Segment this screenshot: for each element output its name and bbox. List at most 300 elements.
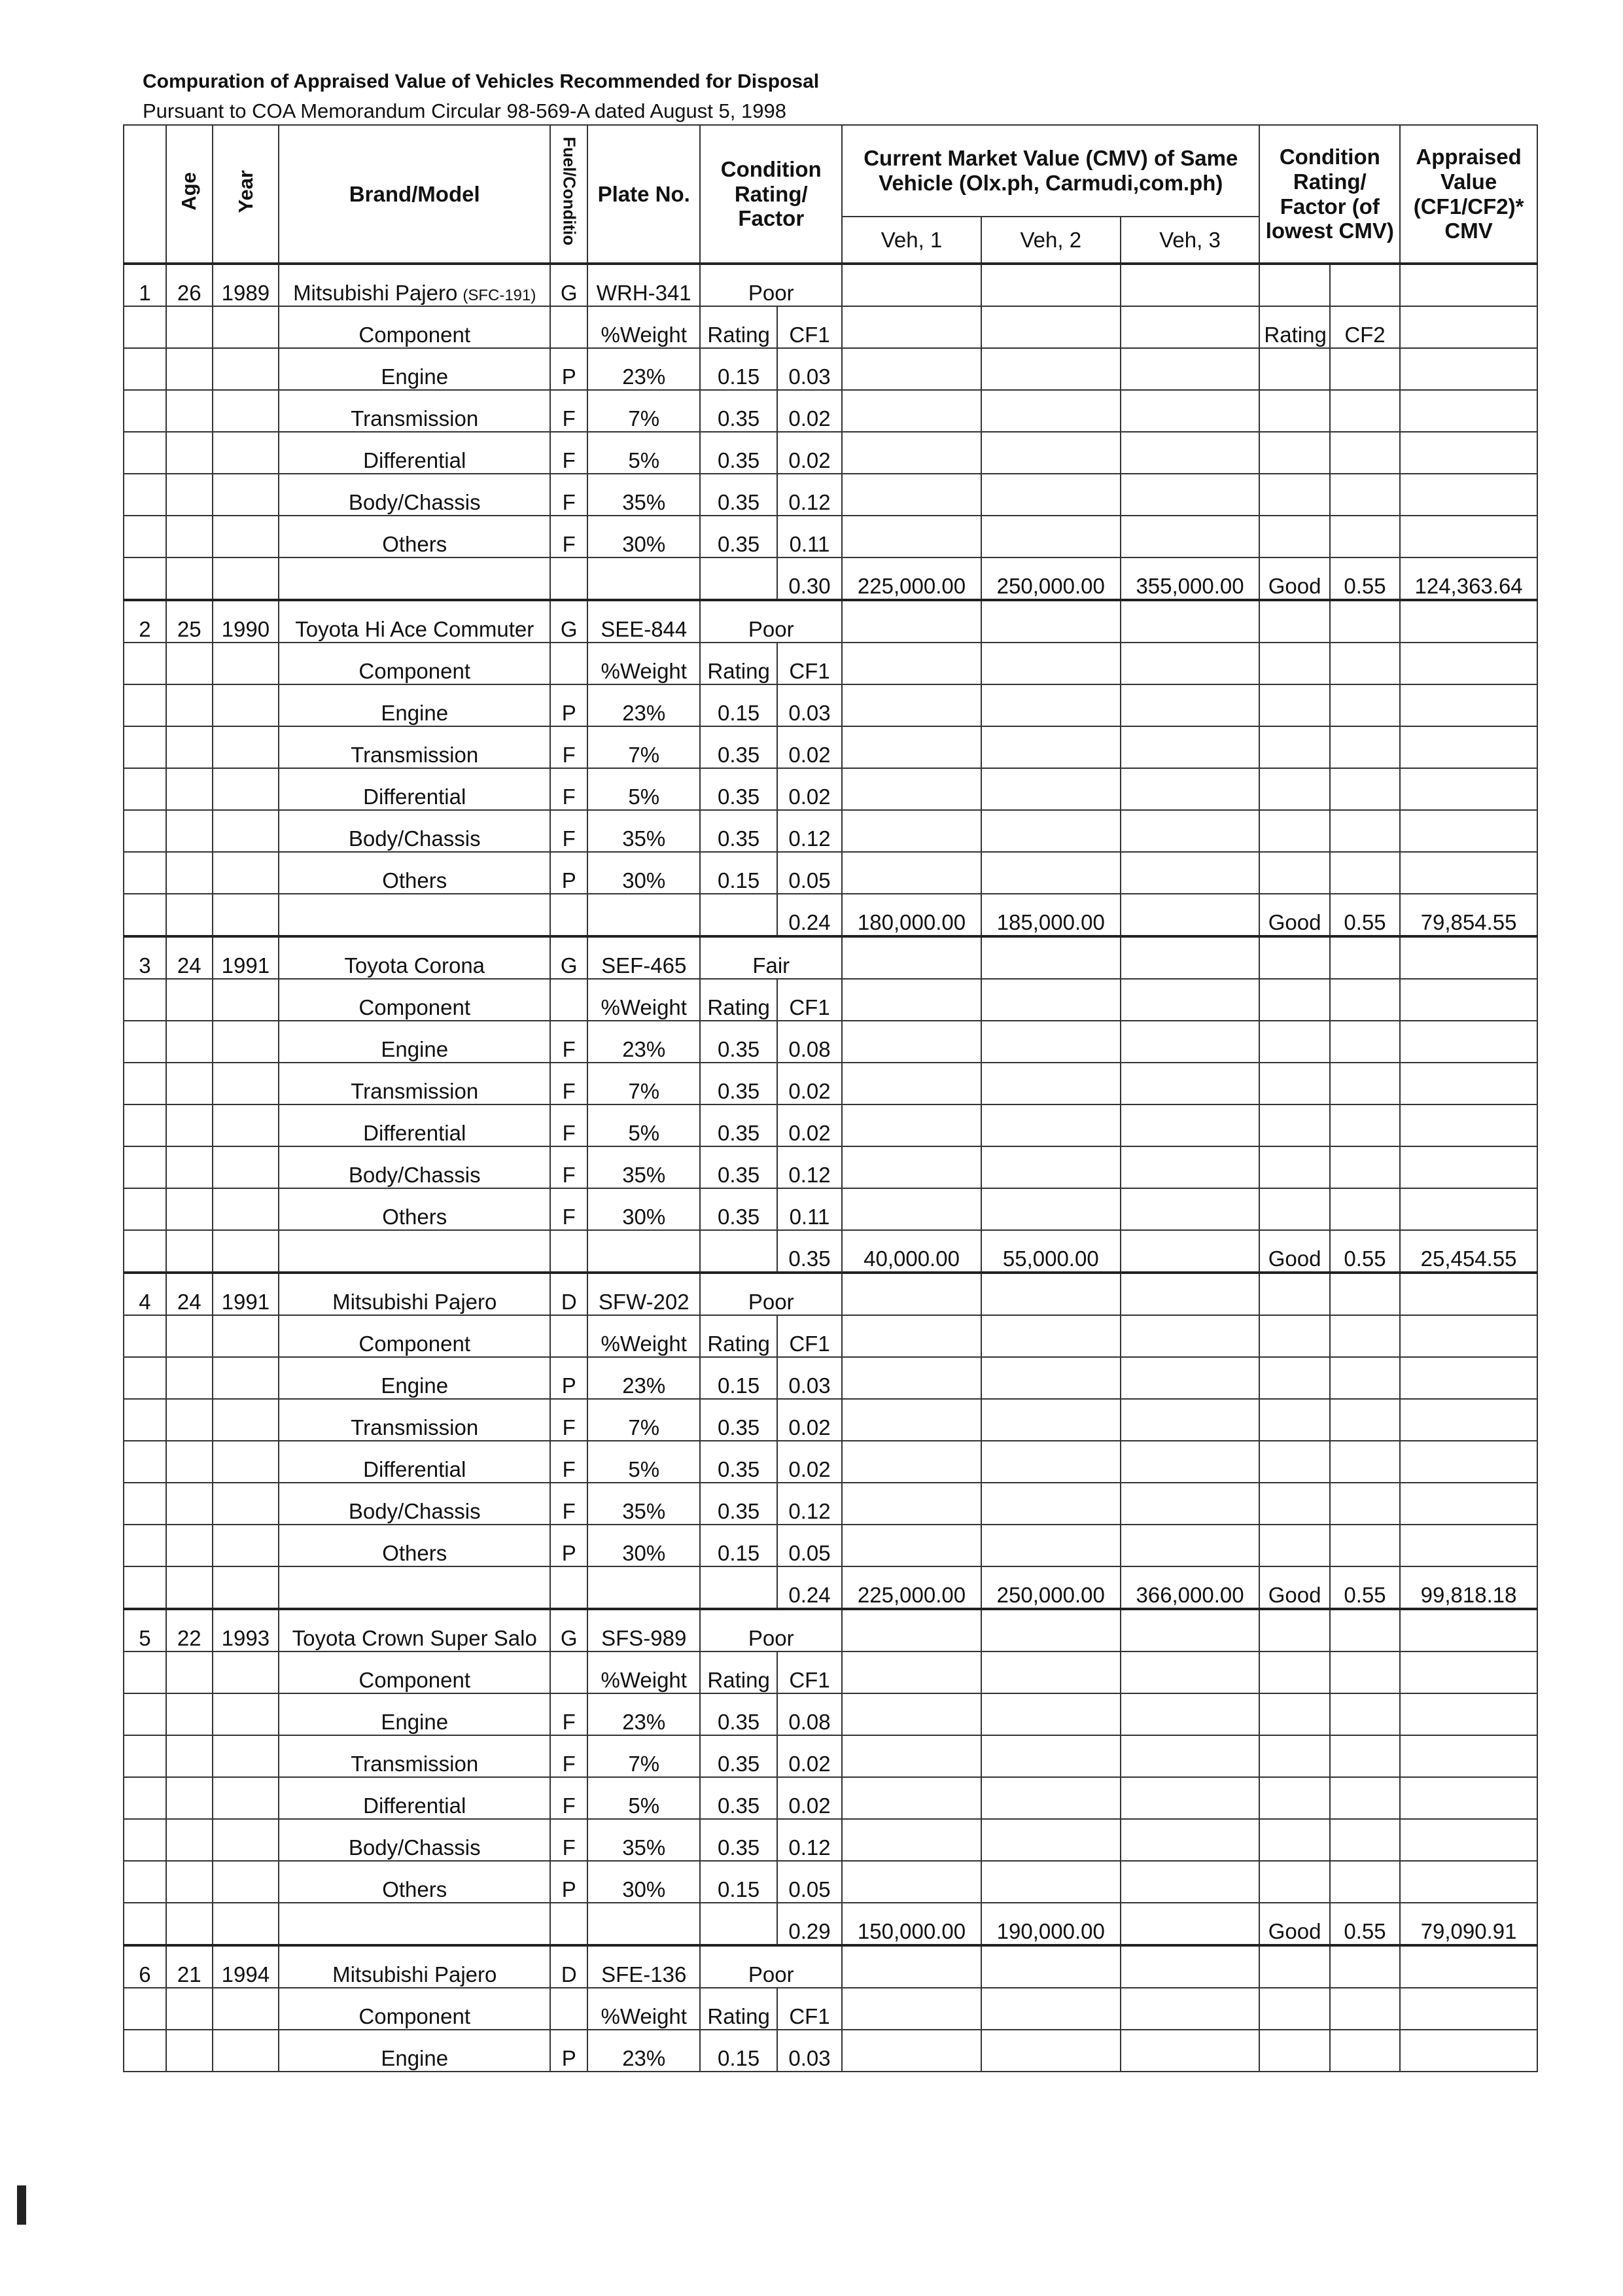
vehicle-year: 1989 bbox=[213, 264, 279, 306]
component-cf1: 0.02 bbox=[777, 726, 842, 768]
vehicle-model bbox=[279, 264, 550, 306]
component-condition: P bbox=[550, 1525, 587, 1566]
empty-cell bbox=[842, 2030, 981, 2072]
empty-cell bbox=[124, 1819, 166, 1861]
empty-cell bbox=[124, 2030, 166, 2072]
cf1-label: CF1 bbox=[777, 1315, 842, 1357]
empty-cell bbox=[124, 1021, 166, 1063]
empty-cell bbox=[213, 1777, 279, 1819]
rating-label: Rating bbox=[700, 1651, 777, 1693]
empty-cell bbox=[166, 1819, 213, 1861]
component-condition: F bbox=[550, 474, 587, 516]
empty-cell bbox=[1400, 726, 1537, 768]
table-row bbox=[124, 1357, 1537, 1399]
scan-margin-mark bbox=[17, 2185, 26, 2225]
component-cf1: 0.02 bbox=[777, 768, 842, 810]
empty-cell bbox=[1330, 936, 1400, 979]
empty-cell bbox=[124, 768, 166, 810]
empty-cell bbox=[1330, 516, 1400, 557]
table-row bbox=[124, 852, 1537, 894]
cf2-rating: Good bbox=[1259, 557, 1329, 600]
cf2-value: 0.55 bbox=[1330, 894, 1400, 936]
table-row bbox=[124, 348, 1537, 390]
table-row bbox=[124, 768, 1537, 810]
component-weight: 35% bbox=[587, 474, 700, 516]
component-weight: 35% bbox=[587, 810, 700, 852]
empty-cell bbox=[166, 810, 213, 852]
component-name: Engine bbox=[279, 2030, 550, 2072]
empty-cell bbox=[842, 768, 981, 810]
empty-cell bbox=[1330, 1651, 1400, 1693]
empty-cell bbox=[981, 1021, 1121, 1063]
component-rating: 0.35 bbox=[700, 1063, 777, 1104]
component-name: Others bbox=[279, 1861, 550, 1903]
vehicle-number: 2 bbox=[124, 600, 166, 643]
empty-cell bbox=[166, 1735, 213, 1777]
appraised-value: 79,854.55 bbox=[1400, 894, 1537, 936]
component-rating: 0.35 bbox=[700, 1693, 777, 1735]
component-name: Others bbox=[279, 516, 550, 557]
empty-cell bbox=[166, 726, 213, 768]
empty-cell bbox=[981, 1861, 1121, 1903]
empty-cell bbox=[981, 1063, 1121, 1104]
empty-cell bbox=[1121, 600, 1260, 643]
component-weight: 35% bbox=[587, 1146, 700, 1188]
component-weight: 7% bbox=[587, 1063, 700, 1104]
component-name: Engine bbox=[279, 1357, 550, 1399]
empty-cell bbox=[587, 557, 700, 600]
empty-cell bbox=[1400, 643, 1537, 684]
empty-cell bbox=[1330, 1273, 1400, 1315]
empty-cell bbox=[1400, 936, 1537, 979]
component-name: Transmission bbox=[279, 726, 550, 768]
empty-cell bbox=[1259, 1188, 1329, 1230]
component-weight: 30% bbox=[587, 1861, 700, 1903]
empty-cell bbox=[981, 979, 1121, 1021]
empty-cell bbox=[279, 557, 550, 600]
component-cf1: 0.08 bbox=[777, 1021, 842, 1063]
vehicle-plate: SEF-465 bbox=[587, 936, 700, 979]
empty-cell bbox=[213, 306, 279, 348]
cmv-veh3 bbox=[1121, 1230, 1260, 1273]
empty-cell bbox=[1259, 852, 1329, 894]
empty-cell bbox=[1259, 474, 1329, 516]
empty-cell bbox=[166, 1651, 213, 1693]
empty-cell bbox=[213, 348, 279, 390]
empty-cell bbox=[124, 1861, 166, 1903]
empty-cell bbox=[1121, 936, 1260, 979]
empty-cell bbox=[842, 1357, 981, 1399]
empty-cell bbox=[1330, 600, 1400, 643]
empty-cell bbox=[1330, 1945, 1400, 1988]
component-rating: 0.35 bbox=[700, 1819, 777, 1861]
empty-cell bbox=[550, 1651, 587, 1693]
empty-cell bbox=[1259, 979, 1329, 1021]
component-cf1: 0.02 bbox=[777, 1399, 842, 1441]
empty-cell bbox=[1400, 1273, 1537, 1315]
empty-cell bbox=[124, 1357, 166, 1399]
empty-cell bbox=[166, 306, 213, 348]
empty-cell bbox=[1121, 1441, 1260, 1483]
empty-cell bbox=[1400, 1651, 1537, 1693]
empty-cell bbox=[1330, 1861, 1400, 1903]
table-row bbox=[124, 1735, 1537, 1777]
cmv-veh3 bbox=[1121, 1903, 1260, 1945]
cf2-rating: Good bbox=[1259, 1566, 1329, 1609]
table-row bbox=[124, 432, 1537, 474]
component-rating: 0.35 bbox=[700, 1777, 777, 1819]
component-cf1: 0.12 bbox=[777, 1483, 842, 1525]
empty-cell bbox=[1121, 348, 1260, 390]
table-row bbox=[124, 1819, 1537, 1861]
empty-cell bbox=[166, 979, 213, 1021]
empty-cell bbox=[1259, 264, 1329, 306]
cf2-label: CF2 bbox=[1330, 306, 1400, 348]
vehicle-number: 1 bbox=[124, 264, 166, 306]
table-row bbox=[124, 1273, 1537, 1315]
empty-cell bbox=[1121, 1483, 1260, 1525]
empty-cell bbox=[166, 432, 213, 474]
vehicle-model bbox=[279, 1945, 550, 1988]
component-rating: 0.35 bbox=[700, 474, 777, 516]
empty-cell bbox=[1259, 936, 1329, 979]
weight-label: %Weight bbox=[587, 1988, 700, 2030]
table-row bbox=[124, 600, 1537, 643]
empty-cell bbox=[213, 852, 279, 894]
empty-cell bbox=[842, 516, 981, 557]
empty-cell bbox=[124, 1483, 166, 1525]
component-name: Engine bbox=[279, 1021, 550, 1063]
empty-cell bbox=[842, 684, 981, 726]
component-name: Engine bbox=[279, 348, 550, 390]
empty-cell bbox=[1259, 1777, 1329, 1819]
empty-cell bbox=[1400, 2030, 1537, 2072]
empty-cell bbox=[842, 1988, 981, 2030]
empty-cell bbox=[981, 852, 1121, 894]
cf1-label: CF1 bbox=[777, 306, 842, 348]
table-row bbox=[124, 1063, 1537, 1104]
component-cf1: 0.05 bbox=[777, 1525, 842, 1566]
empty-cell bbox=[1121, 1357, 1260, 1399]
cf2-value: 0.55 bbox=[1330, 557, 1400, 600]
total-cf1: 0.24 bbox=[777, 1566, 842, 1609]
empty-cell bbox=[166, 1861, 213, 1903]
empty-cell bbox=[842, 1609, 981, 1651]
empty-cell bbox=[213, 1230, 279, 1273]
empty-cell bbox=[842, 1273, 981, 1315]
table-row bbox=[124, 264, 1537, 306]
table-row bbox=[124, 1104, 1537, 1146]
cf2-value: 0.55 bbox=[1330, 1903, 1400, 1945]
component-name: Body/Chassis bbox=[279, 1819, 550, 1861]
empty-cell bbox=[213, 432, 279, 474]
vehicle-condition: Poor bbox=[700, 1273, 842, 1315]
component-name: Body/Chassis bbox=[279, 810, 550, 852]
empty-cell bbox=[550, 1566, 587, 1609]
empty-cell bbox=[1330, 1146, 1400, 1188]
empty-cell bbox=[1121, 1988, 1260, 2030]
empty-cell bbox=[1121, 2030, 1260, 2072]
component-weight: 5% bbox=[587, 1441, 700, 1483]
empty-cell bbox=[1400, 1819, 1537, 1861]
table-row bbox=[124, 1903, 1537, 1945]
empty-cell bbox=[1259, 1441, 1329, 1483]
empty-cell bbox=[1121, 390, 1260, 432]
empty-cell bbox=[124, 1525, 166, 1566]
empty-cell bbox=[213, 1566, 279, 1609]
empty-cell bbox=[842, 1441, 981, 1483]
empty-cell bbox=[1259, 1315, 1329, 1357]
component-name: Differential bbox=[279, 432, 550, 474]
empty-cell bbox=[1259, 1021, 1329, 1063]
empty-cell bbox=[1259, 1651, 1329, 1693]
empty-cell bbox=[124, 516, 166, 557]
vehicle-fuel: G bbox=[550, 600, 587, 643]
header-no bbox=[124, 125, 166, 264]
vehicle-year: 1990 bbox=[213, 600, 279, 643]
empty-cell bbox=[1400, 1735, 1537, 1777]
empty-cell bbox=[166, 2030, 213, 2072]
table-row bbox=[124, 1693, 1537, 1735]
empty-cell bbox=[1400, 852, 1537, 894]
header-condition-rating: Condition Rating/ Factor bbox=[700, 125, 842, 264]
empty-cell bbox=[213, 684, 279, 726]
empty-cell bbox=[842, 1188, 981, 1230]
empty-cell bbox=[1259, 1273, 1329, 1315]
component-rating: 0.35 bbox=[700, 1735, 777, 1777]
empty-cell bbox=[1330, 390, 1400, 432]
empty-cell bbox=[124, 474, 166, 516]
document-title: Compuration of Appraised Value of Vehicles Recommended for Disposal bbox=[143, 71, 820, 92]
empty-cell bbox=[213, 643, 279, 684]
component-cf1: 0.03 bbox=[777, 1357, 842, 1399]
empty-cell bbox=[1400, 516, 1537, 557]
empty-cell bbox=[981, 1609, 1121, 1651]
empty-cell bbox=[124, 1566, 166, 1609]
vehicle-condition: Poor bbox=[700, 600, 842, 643]
empty-cell bbox=[213, 1903, 279, 1945]
weight-label: %Weight bbox=[587, 979, 700, 1021]
rating-label: Rating bbox=[700, 1315, 777, 1357]
empty-cell bbox=[213, 1819, 279, 1861]
empty-cell bbox=[842, 1945, 981, 1988]
empty-cell bbox=[124, 1399, 166, 1441]
empty-cell bbox=[166, 1146, 213, 1188]
component-condition: P bbox=[550, 2030, 587, 2072]
empty-cell bbox=[1400, 1146, 1537, 1188]
vehicle-year: 1991 bbox=[213, 936, 279, 979]
empty-cell bbox=[1259, 1146, 1329, 1188]
empty-cell bbox=[1121, 1315, 1260, 1357]
component-name: Transmission bbox=[279, 1063, 550, 1104]
empty-cell bbox=[1121, 684, 1260, 726]
empty-cell bbox=[700, 557, 777, 600]
empty-cell bbox=[213, 474, 279, 516]
empty-cell bbox=[124, 348, 166, 390]
table-row bbox=[124, 306, 1537, 348]
empty-cell bbox=[1121, 810, 1260, 852]
component-rating: 0.35 bbox=[700, 390, 777, 432]
empty-cell bbox=[550, 557, 587, 600]
empty-cell bbox=[166, 1315, 213, 1357]
component-rating: 0.35 bbox=[700, 810, 777, 852]
empty-cell bbox=[1121, 474, 1260, 516]
component-weight: 7% bbox=[587, 726, 700, 768]
component-name: Differential bbox=[279, 1777, 550, 1819]
component-name: Engine bbox=[279, 684, 550, 726]
empty-cell bbox=[1121, 1777, 1260, 1819]
empty-cell bbox=[1400, 1021, 1537, 1063]
header-age: Age bbox=[166, 125, 213, 264]
empty-cell bbox=[1330, 810, 1400, 852]
empty-cell bbox=[1400, 432, 1537, 474]
empty-cell bbox=[1121, 432, 1260, 474]
empty-cell bbox=[550, 306, 587, 348]
vehicle-number: 5 bbox=[124, 1609, 166, 1651]
cmv-veh1: 180,000.00 bbox=[842, 894, 981, 936]
component-rating: 0.35 bbox=[700, 432, 777, 474]
vehicle-number: 6 bbox=[124, 1945, 166, 1988]
empty-cell bbox=[1400, 1988, 1537, 2030]
empty-cell bbox=[1259, 516, 1329, 557]
empty-cell bbox=[1121, 1146, 1260, 1188]
empty-cell bbox=[981, 726, 1121, 768]
table-row bbox=[124, 1441, 1537, 1483]
empty-cell bbox=[981, 810, 1121, 852]
component-name: Transmission bbox=[279, 1399, 550, 1441]
empty-cell bbox=[124, 684, 166, 726]
component-cf1: 0.11 bbox=[777, 516, 842, 557]
empty-cell bbox=[124, 1651, 166, 1693]
table-row bbox=[124, 390, 1537, 432]
empty-cell bbox=[981, 1357, 1121, 1399]
header-veh1: Veh, 1 bbox=[842, 217, 981, 264]
component-weight: 23% bbox=[587, 1021, 700, 1063]
weight-label: %Weight bbox=[587, 1315, 700, 1357]
empty-cell bbox=[842, 1146, 981, 1188]
empty-cell bbox=[842, 1651, 981, 1693]
cmv-veh3: 355,000.00 bbox=[1121, 557, 1260, 600]
empty-cell bbox=[166, 1693, 213, 1735]
vehicle-model-text: Toyota Corona bbox=[344, 953, 485, 978]
empty-cell bbox=[1330, 1819, 1400, 1861]
empty-cell bbox=[1259, 684, 1329, 726]
empty-cell bbox=[166, 1566, 213, 1609]
cf2-rating: Good bbox=[1259, 1230, 1329, 1273]
empty-cell bbox=[1259, 1861, 1329, 1903]
empty-cell bbox=[981, 1146, 1121, 1188]
empty-cell bbox=[166, 852, 213, 894]
empty-cell bbox=[1400, 390, 1537, 432]
table-row bbox=[124, 1146, 1537, 1188]
empty-cell bbox=[981, 1188, 1121, 1230]
empty-cell bbox=[981, 474, 1121, 516]
empty-cell bbox=[842, 1021, 981, 1063]
empty-cell bbox=[213, 979, 279, 1021]
empty-cell bbox=[1330, 768, 1400, 810]
rating-label: Rating bbox=[700, 1988, 777, 2030]
component-cf1: 0.02 bbox=[777, 1104, 842, 1146]
empty-cell bbox=[279, 1566, 550, 1609]
component-rating: 0.35 bbox=[700, 1146, 777, 1188]
empty-cell bbox=[124, 1188, 166, 1230]
empty-cell bbox=[1400, 1777, 1537, 1819]
empty-cell bbox=[166, 1903, 213, 1945]
empty-cell bbox=[1400, 1357, 1537, 1399]
empty-cell bbox=[1121, 516, 1260, 557]
empty-cell bbox=[1330, 264, 1400, 306]
component-label: Component bbox=[279, 643, 550, 684]
component-cf1: 0.12 bbox=[777, 474, 842, 516]
empty-cell bbox=[842, 474, 981, 516]
appraised-value: 124,363.64 bbox=[1400, 557, 1537, 600]
empty-cell bbox=[1259, 643, 1329, 684]
component-weight: 30% bbox=[587, 1188, 700, 1230]
empty-cell bbox=[124, 1693, 166, 1735]
cmv-veh3 bbox=[1121, 894, 1260, 936]
component-condition: F bbox=[550, 432, 587, 474]
component-weight: 5% bbox=[587, 432, 700, 474]
appraised-value: 99,818.18 bbox=[1400, 1566, 1537, 1609]
cmv-veh1: 225,000.00 bbox=[842, 557, 981, 600]
empty-cell bbox=[1259, 1819, 1329, 1861]
cmv-veh2: 190,000.00 bbox=[981, 1903, 1121, 1945]
component-condition: F bbox=[550, 1146, 587, 1188]
component-cf1: 0.02 bbox=[777, 1063, 842, 1104]
empty-cell bbox=[1121, 1188, 1260, 1230]
component-condition: F bbox=[550, 1399, 587, 1441]
empty-cell bbox=[1121, 1021, 1260, 1063]
empty-cell bbox=[981, 1945, 1121, 1988]
table-row bbox=[124, 516, 1537, 557]
empty-cell bbox=[124, 432, 166, 474]
table-row bbox=[124, 1945, 1537, 1988]
empty-cell bbox=[124, 557, 166, 600]
empty-cell bbox=[550, 1315, 587, 1357]
component-condition: F bbox=[550, 1483, 587, 1525]
empty-cell bbox=[1400, 474, 1537, 516]
empty-cell bbox=[550, 979, 587, 1021]
empty-cell bbox=[213, 1735, 279, 1777]
empty-cell bbox=[166, 557, 213, 600]
vehicle-plate: SFS-989 bbox=[587, 1609, 700, 1651]
component-rating: 0.35 bbox=[700, 1188, 777, 1230]
empty-cell bbox=[279, 1230, 550, 1273]
empty-cell bbox=[1259, 1357, 1329, 1399]
empty-cell bbox=[1330, 1441, 1400, 1483]
vehicle-model bbox=[279, 600, 550, 643]
component-condition: P bbox=[550, 1357, 587, 1399]
table-row bbox=[124, 1483, 1537, 1525]
cf1-label: CF1 bbox=[777, 1988, 842, 2030]
empty-cell bbox=[1400, 1315, 1537, 1357]
empty-cell bbox=[842, 1063, 981, 1104]
component-cf1: 0.02 bbox=[777, 432, 842, 474]
table-row bbox=[124, 474, 1537, 516]
empty-cell bbox=[213, 1651, 279, 1693]
cmv-veh2: 250,000.00 bbox=[981, 1566, 1121, 1609]
header-brand-model: Brand/Model bbox=[279, 125, 550, 264]
rating-label: Rating bbox=[700, 643, 777, 684]
empty-cell bbox=[550, 643, 587, 684]
empty-cell bbox=[213, 726, 279, 768]
component-weight: 5% bbox=[587, 1777, 700, 1819]
empty-cell bbox=[981, 306, 1121, 348]
component-condition: F bbox=[550, 1021, 587, 1063]
component-rating: 0.35 bbox=[700, 1441, 777, 1483]
empty-cell bbox=[213, 1146, 279, 1188]
empty-cell bbox=[166, 643, 213, 684]
